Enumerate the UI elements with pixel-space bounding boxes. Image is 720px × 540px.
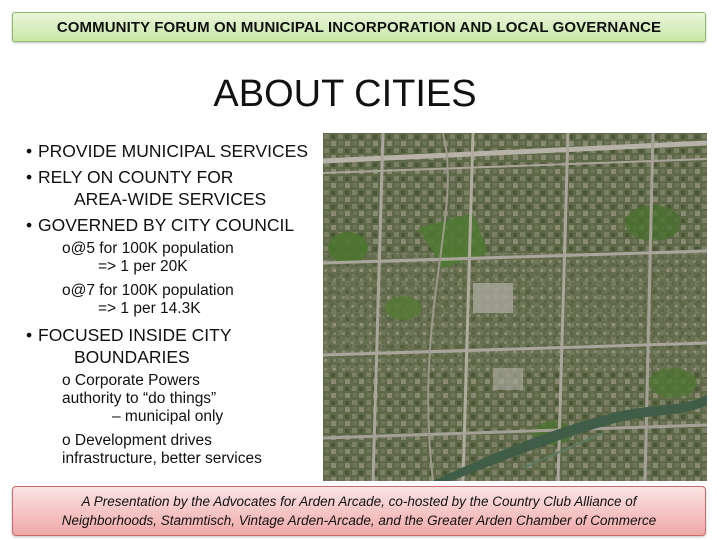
bullet-text: RELY ON COUNTY FOR <box>38 167 234 187</box>
sub-bullet-item <box>62 240 326 276</box>
slide-title: ABOUT CITIES <box>213 73 477 115</box>
sub-bullet-text: o@5 for 100K population <box>62 240 234 257</box>
bullet-dot: • <box>26 325 33 345</box>
bullet-text: FOCUSED INSIDE CITY <box>38 325 232 345</box>
bullet-dot: • <box>26 141 33 161</box>
footer-banner-line: A Presentation by the Advocates for Arden Arcade, co-hosted by the Country Club Alliance of <box>81 494 637 509</box>
bullet-dot: • <box>26 167 33 187</box>
bullet-item <box>26 324 326 368</box>
footer-banner-line: Neighborhoods, Stammtisch, Vintage Arden-Arcade, and the Greater Arden Chamber of Commerce <box>61 513 657 528</box>
aerial-photo-image <box>323 133 707 481</box>
bullet-text: PROVIDE MUNICIPAL SERVICES <box>38 141 309 161</box>
bullet-dot: • <box>26 215 33 235</box>
bullet-item <box>26 214 326 236</box>
header-banner <box>12 12 706 42</box>
bullet-text-continued: BOUNDARIES <box>74 347 190 367</box>
sub-bullet-text: o Development drives <box>62 432 212 449</box>
bullet-text-continued: AREA-WIDE SERVICES <box>74 189 267 209</box>
footer-banner <box>12 486 706 536</box>
sub-bullet-text-continued: authority to “do things” <box>62 390 217 407</box>
sub-bullet-text-continued: => 1 per 20K <box>98 258 188 275</box>
sub-bullet-item <box>62 432 326 468</box>
bullet-list <box>26 140 326 474</box>
bullet-item <box>26 140 326 162</box>
sub-bullet-text-continued: infrastructure, better services <box>62 450 262 467</box>
sub-bullet-item <box>62 282 326 318</box>
bullet-text: GOVERNED BY CITY COUNCIL <box>38 215 295 235</box>
sub-bullet-text-continued: => 1 per 14.3K <box>98 300 201 317</box>
sub-bullet-item <box>62 372 326 426</box>
aerial-photo <box>323 133 707 481</box>
bullet-item <box>26 166 326 210</box>
header-banner-text: COMMUNITY FORUM ON MUNICIPAL INCORPORATION AND LOCAL GOVERNANCE <box>56 18 662 36</box>
sub-bullet-text-continued: – municipal only <box>112 408 224 425</box>
sub-bullet-text: o Corporate Powers <box>62 372 200 389</box>
sub-bullet-text: o@7 for 100K population <box>62 282 234 299</box>
